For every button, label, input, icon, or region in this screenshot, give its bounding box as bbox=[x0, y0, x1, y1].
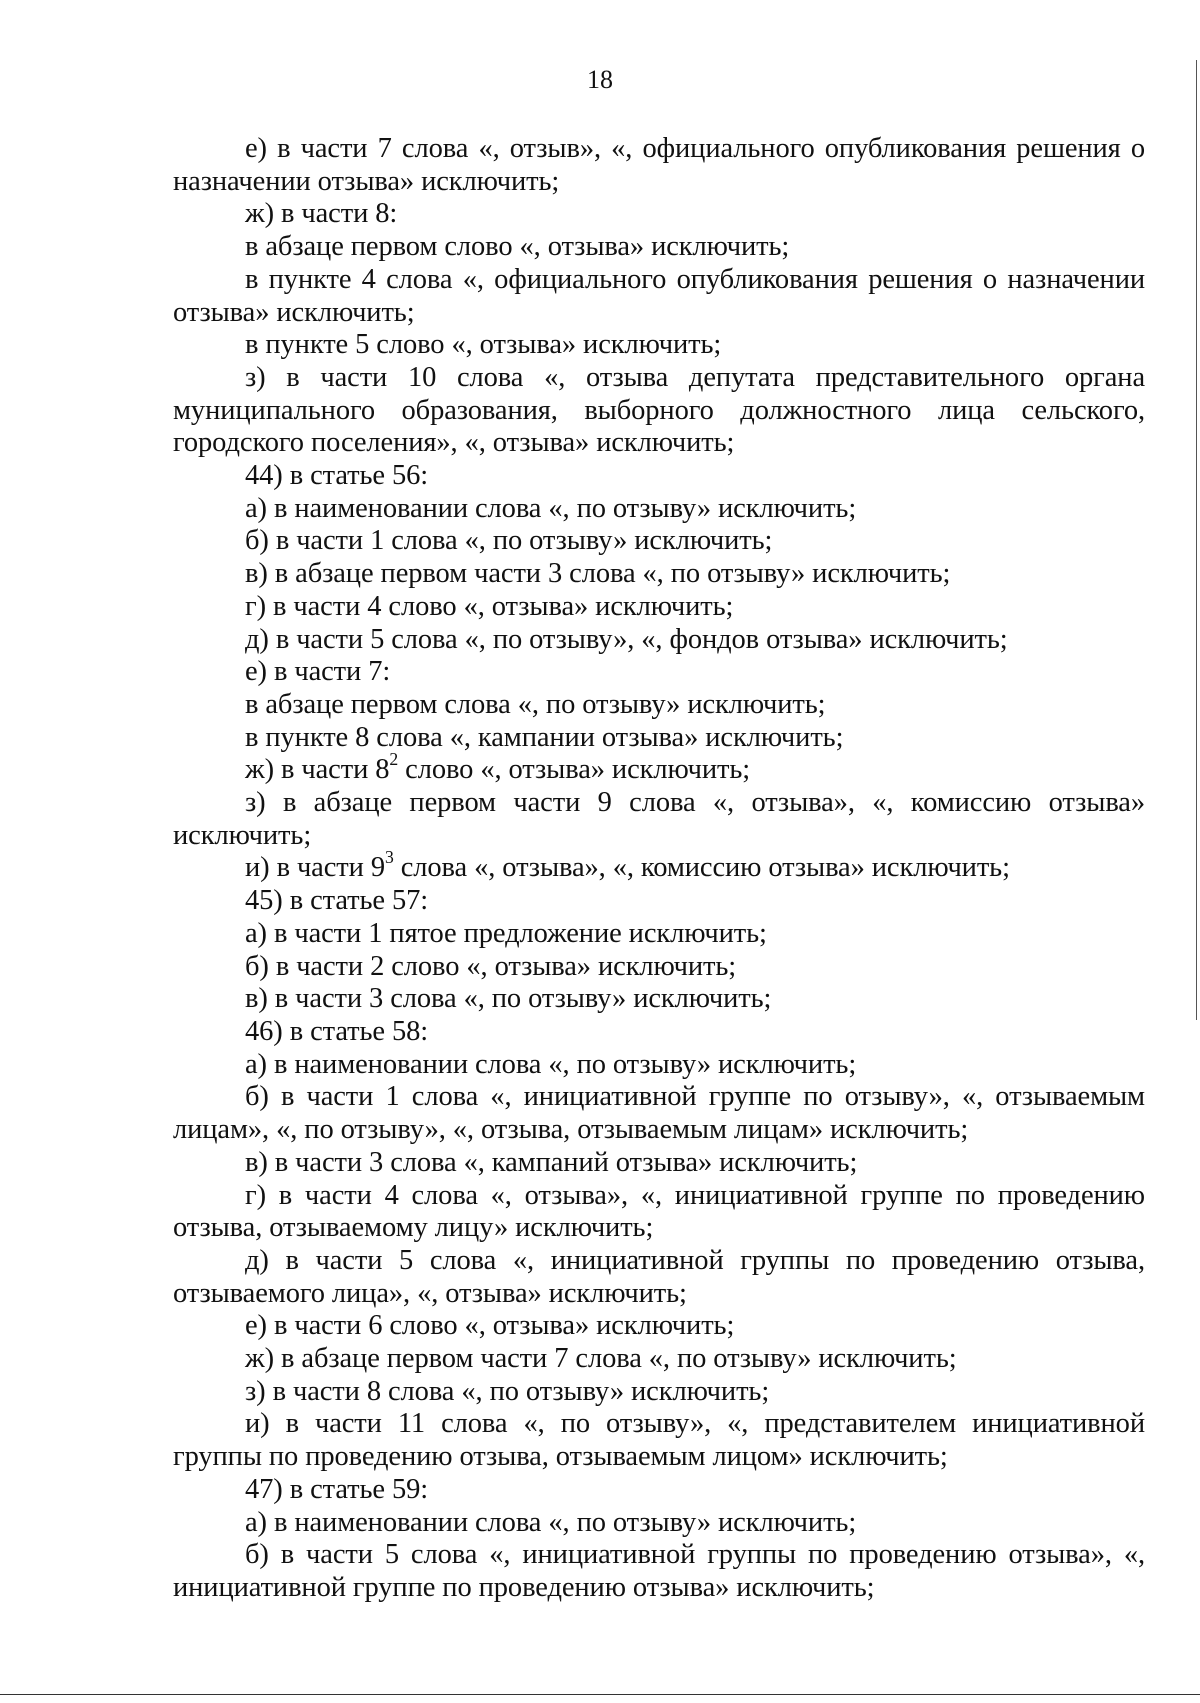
paragraph: в) в части 3 слова «, по отзыву» исключить; bbox=[245, 983, 772, 1015]
paragraph: в абзаце первом слово «, отзыва» исключить; bbox=[245, 231, 790, 263]
paragraph: а) в наименовании слова «, по отзыву» исключить; bbox=[245, 1048, 857, 1080]
paragraph: в пункте 5 слово «, отзыва» исключить; bbox=[245, 329, 722, 361]
paragraph-text: слова «, отзыва», «, комиссию отзыва» исключить; bbox=[393, 852, 1010, 884]
paragraph: з) в части 8 слова «, по отзыву» исключить; bbox=[245, 1375, 770, 1407]
paragraph: е) в части 7: bbox=[245, 656, 391, 688]
paragraph: в) в части 3 слова «, кампаний отзыва» исключить; bbox=[245, 1146, 858, 1178]
paragraph: г) в части 4 слова «, отзыва», «, инициативной группе по проведению отзыва, отзываемому лицу» исключить; bbox=[173, 1179, 1145, 1244]
paragraph: г) в части 4 слово «, отзыва» исключить; bbox=[245, 590, 734, 622]
paragraph: ж) в абзаце первом части 7 слова «, по отзыву» исключить; bbox=[245, 1343, 957, 1375]
superscript: 3 bbox=[384, 847, 394, 868]
scan-edge-mark bbox=[1196, 60, 1197, 1020]
paragraph: 45) в статье 57: bbox=[245, 885, 429, 917]
scan-edge-line bbox=[0, 1694, 1200, 1695]
paragraph: а) в наименовании слова «, по отзыву» исключить; bbox=[245, 1506, 857, 1538]
paragraph-text: ж) в части 8 bbox=[245, 754, 390, 786]
document-body bbox=[173, 133, 1145, 1605]
paragraph: е) в части 6 слово «, отзыва» исключить; bbox=[245, 1310, 735, 1342]
paragraph: б) в части 1 слова «, по отзыву» исключить; bbox=[245, 525, 773, 557]
paragraph: з) в абзаце первом части 9 слова «, отзыва», «, комиссию отзыва» исключить; bbox=[173, 787, 1145, 851]
paragraph: 44) в статье 56: bbox=[245, 460, 429, 492]
superscript: 2 bbox=[389, 749, 399, 770]
paragraph-text: и) в части 9 bbox=[245, 852, 385, 884]
paragraph: д) в части 5 слова «, по отзыву», «, фондов отзыва» исключить; bbox=[245, 623, 1008, 655]
paragraph: е) в части 7 слова «, отзыв», «, официального опубликования решения о назначении отзыва» исключить; bbox=[173, 133, 1145, 197]
paragraph: в пункте 8 слова «, кампании отзыва» исключить; bbox=[245, 721, 844, 753]
paragraph: в абзаце первом слова «, по отзыву» исключить; bbox=[245, 688, 826, 720]
paragraph: и) в части 11 слова «, по отзыву», «, представителем инициативной группы по проведению отзыва, отзываемым лицом» исключить; bbox=[173, 1408, 1145, 1473]
paragraph: д) в части 5 слова «, инициативной группы по проведению отзыва, отзываемого лица», «, отзыва» исключить; bbox=[173, 1244, 1145, 1309]
paragraph: 47) в статье 59: bbox=[245, 1473, 429, 1505]
paragraph: в) в абзаце первом части 3 слова «, по отзыву» исключить; bbox=[245, 558, 951, 590]
paragraph: б) в части 5 слова «, инициативной группы по проведению отзыва», «, инициативной группе по проведению отзыва» исключить; bbox=[173, 1539, 1145, 1603]
paragraph: б) в части 1 слова «, инициативной группе по отзыву», «, отзываемым лицам», «, по отзыву», «, отзыва, отзываемым лицам» исключить; bbox=[173, 1081, 1145, 1146]
paragraph bbox=[173, 847, 1145, 885]
paragraph: а) в части 1 пятое предложение исключить; bbox=[245, 917, 767, 949]
paragraph: в пункте 4 слова «, официального опубликования решения о назначении отзыва» исключить; bbox=[173, 263, 1145, 328]
paragraph: а) в наименовании слова «, по отзыву» исключить; bbox=[245, 492, 857, 524]
paragraph bbox=[173, 749, 1145, 787]
paragraph-text: слово «, отзыва» исключить; bbox=[398, 754, 751, 786]
paragraph: ж) в части 8: bbox=[245, 198, 398, 230]
paragraph: 46) в статье 58: bbox=[245, 1015, 429, 1047]
paragraph: з) в части 10 слова «, отзыва депутата представительного органа муниципального образования, выборного должностного лица сельского, городского поселения», «, отзыва» исключить; bbox=[173, 361, 1145, 459]
page-number: 18 bbox=[587, 65, 613, 94]
paragraph: б) в части 2 слово «, отзыва» исключить; bbox=[245, 950, 737, 982]
